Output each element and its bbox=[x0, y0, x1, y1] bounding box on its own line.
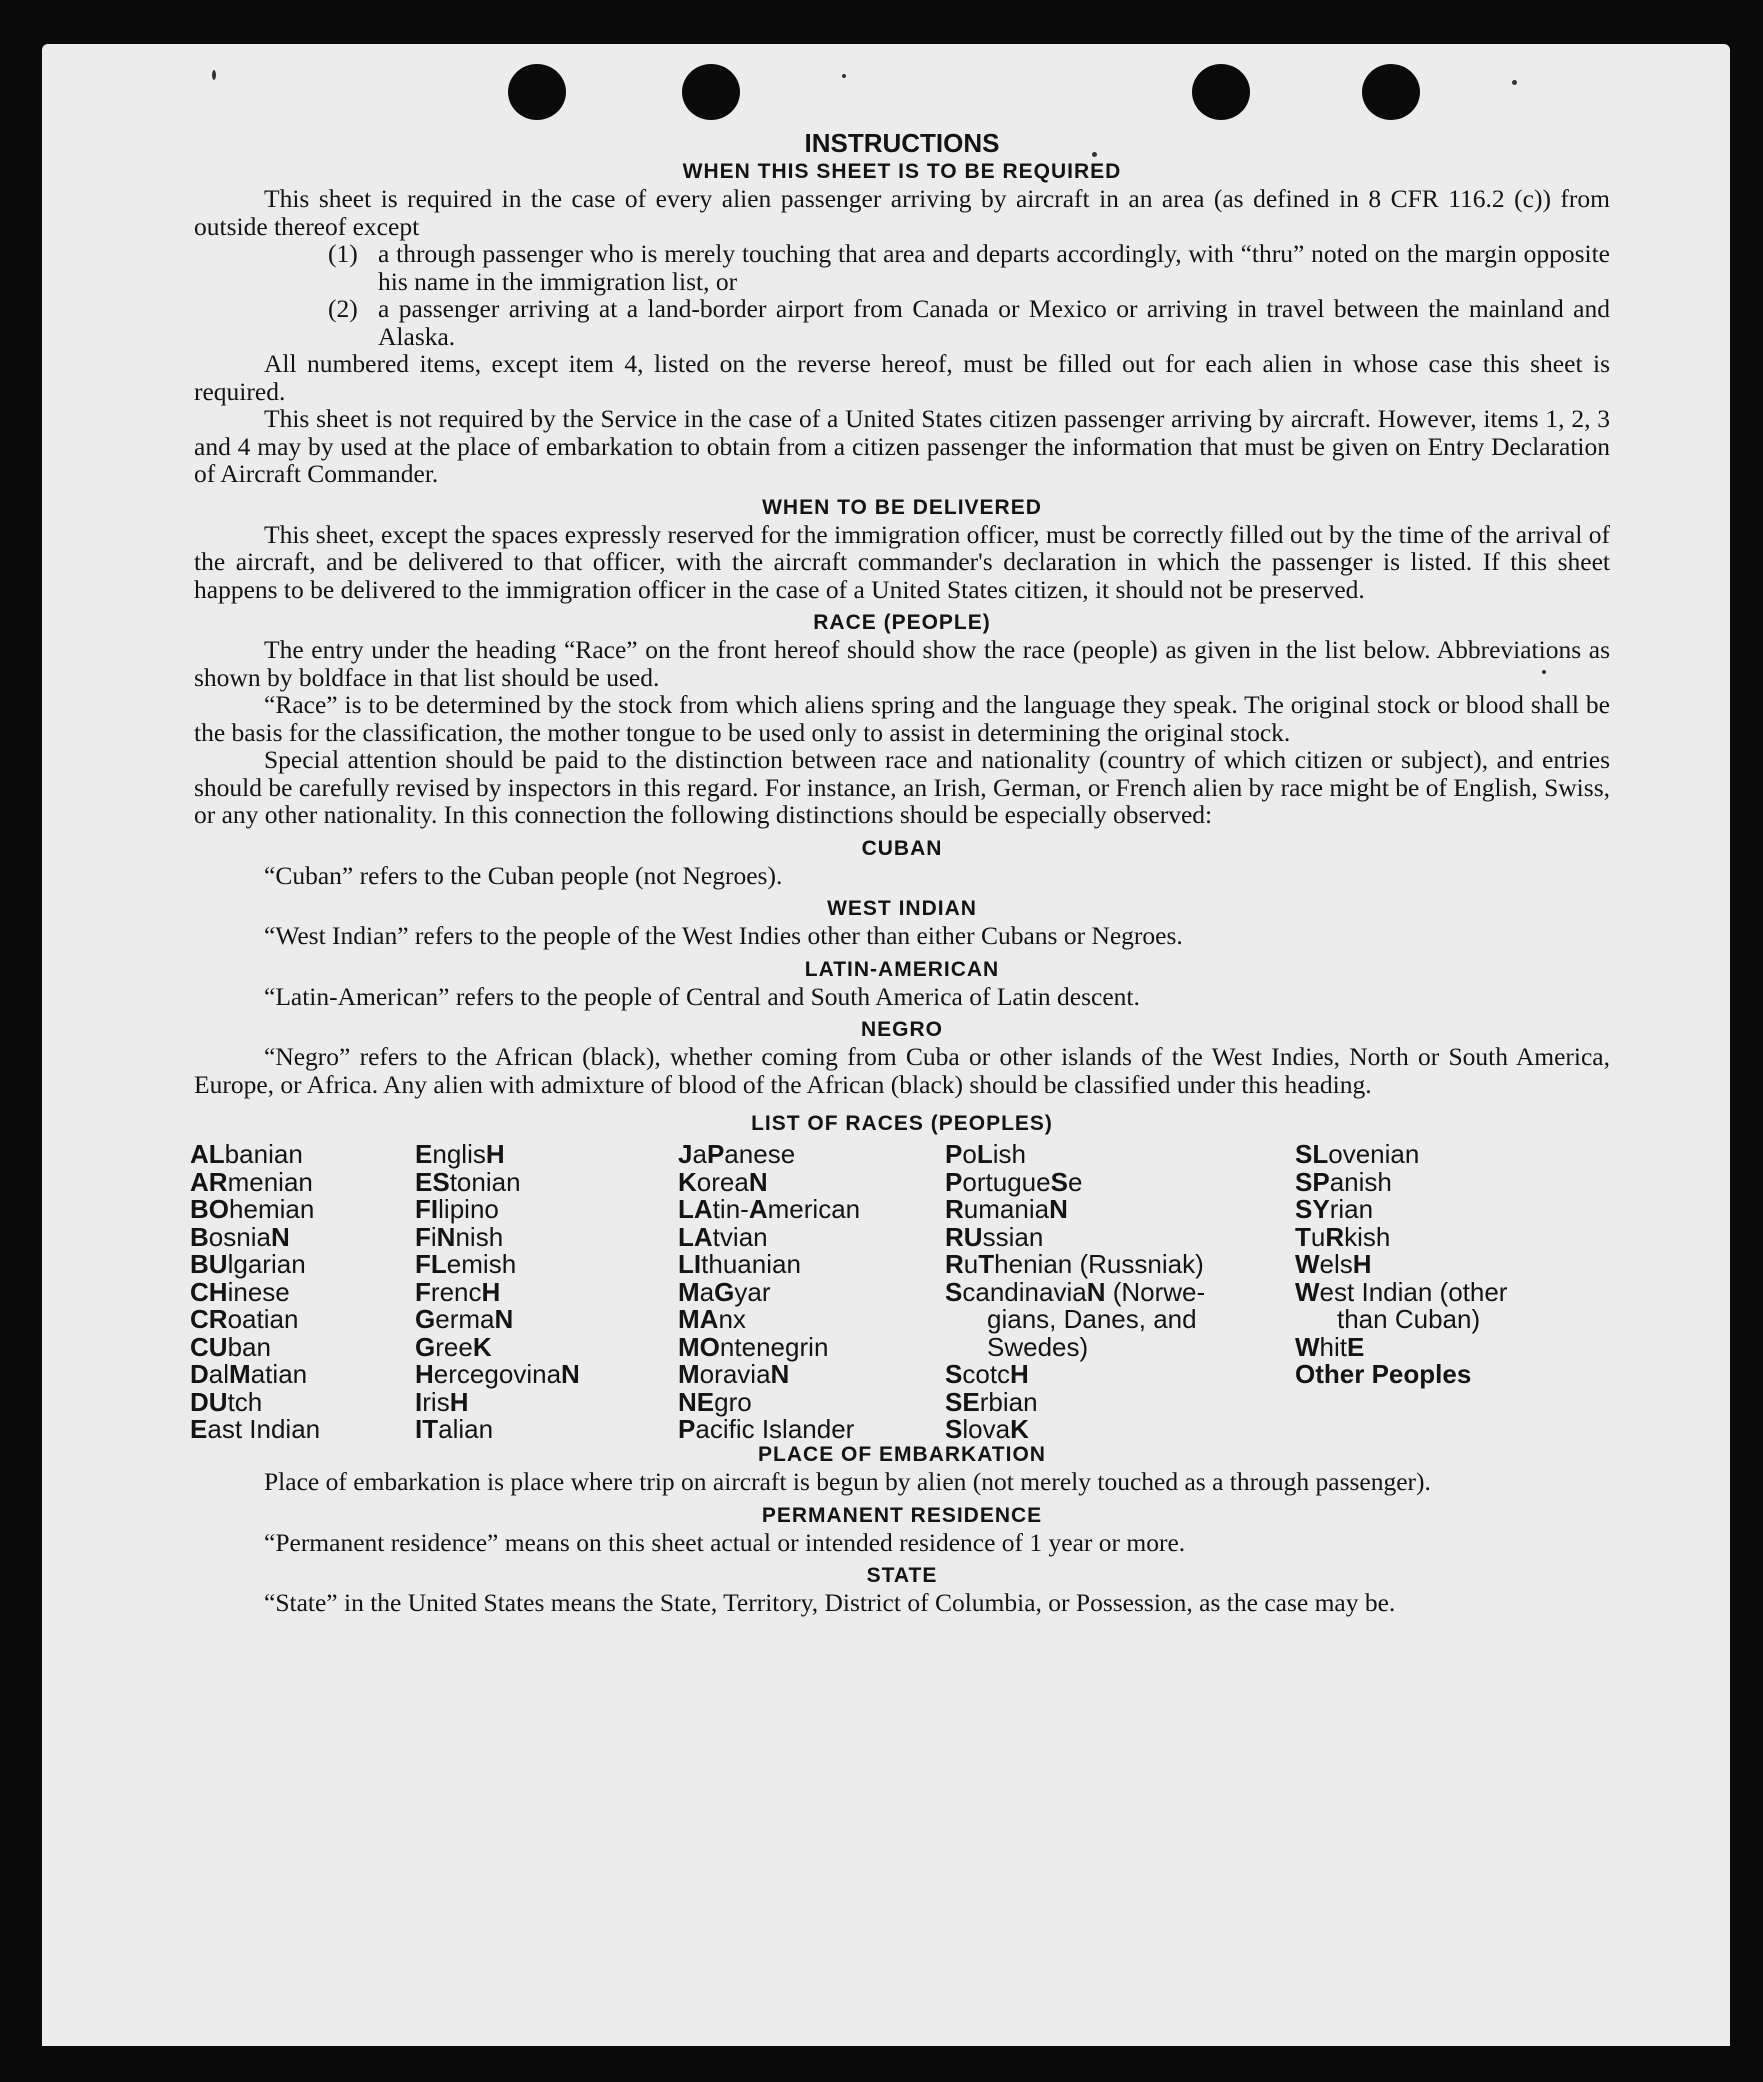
race-entry: KoreaN bbox=[678, 1166, 768, 1197]
race-entry: DUtch bbox=[190, 1386, 263, 1417]
punch-hole bbox=[1192, 64, 1250, 120]
race-entry: ScotcH bbox=[945, 1359, 1029, 1389]
race-entry: ScandinaviaN (Norwe- bbox=[945, 1276, 1206, 1307]
race-entry: IrisH bbox=[415, 1386, 469, 1417]
race-entry: DalMatian bbox=[190, 1359, 308, 1389]
race-entry: CRoatian bbox=[190, 1304, 299, 1334]
paragraph-numbered-items: All numbered items, except item 4, listed on the reverse hereof, must be filled out for each alien in whose case this sheet is required. bbox=[194, 349, 1610, 406]
section-heading-when-required: WHEN THIS SHEET IS TO BE REQUIRED bbox=[682, 160, 1122, 183]
race-entry: HercegovinaN bbox=[415, 1359, 580, 1389]
exception-text: a through passenger who is merely touching that area and departs accordingly, with “thru” noted on the margin opposite his name in the immigration list, or bbox=[378, 239, 1610, 296]
race-entry: West Indian (other bbox=[1295, 1276, 1508, 1307]
race-entry: than Cuban) bbox=[1337, 1304, 1481, 1334]
section-heading-negro: NEGRO bbox=[860, 1018, 943, 1041]
punch-hole bbox=[682, 64, 740, 120]
race-entry: FiNnish bbox=[415, 1221, 504, 1252]
races-column bbox=[1295, 1141, 1507, 1389]
race-entry: BosniaN bbox=[190, 1221, 290, 1252]
race-entry: EnglisH bbox=[415, 1139, 505, 1169]
paragraph-required-intro: This sheet is required in the case of every alien passenger arriving by aircraft in an area (as defined in 8 CFR 116.2 (c)) from outside thereof except bbox=[194, 184, 1610, 241]
race-entry: CHinese bbox=[190, 1276, 290, 1307]
paragraph-cuban: “Cuban” refers to the Cuban people (not Negroes). bbox=[264, 860, 783, 890]
race-entry: Other Peoples bbox=[1295, 1359, 1472, 1389]
race-entry: BUlgarian bbox=[190, 1249, 306, 1279]
race-entry: SlovaK bbox=[945, 1414, 1029, 1444]
race-entry: LIthuanian bbox=[678, 1249, 801, 1279]
ink-speck bbox=[212, 70, 216, 80]
races-list bbox=[190, 1139, 1610, 1444]
race-entry: East Indian bbox=[190, 1414, 321, 1444]
race-entry: GermaN bbox=[415, 1304, 514, 1334]
races-column bbox=[415, 1141, 580, 1444]
races-column bbox=[678, 1141, 860, 1444]
race-entry: RUssian bbox=[945, 1221, 1044, 1252]
race-entry: EStonian bbox=[415, 1166, 521, 1197]
race-entry: SErbian bbox=[945, 1386, 1038, 1417]
race-entry: ALbanian bbox=[190, 1139, 303, 1169]
paragraph-negro: “Negro” refers to the African (black), whether coming from Cuba or other islands of the West Indies, North or South America, Europe, or Africa. Any alien with admixture of blood of the African (black) should be classified under this heading. bbox=[194, 1042, 1610, 1099]
section-heading-when-delivered: WHEN TO BE DELIVERED bbox=[762, 495, 1042, 519]
paragraph-race-nationality: Special attention should be paid to the distinction between race and nationality (country of which citizen or subject), and entries should be carefully revised by inspectors in this regard. For instance, an Irish, German, or French alien by race might be of English, Swiss, or any other nationality. In this connection the following distinctions should be especially observed: bbox=[194, 745, 1610, 829]
race-entry: PoLish bbox=[945, 1139, 1026, 1169]
paragraph-state: “State” in the United States means the State, Territory, District of Columbia, or Possession, as the case may be. bbox=[264, 1588, 1396, 1617]
race-entry: BOhemian bbox=[190, 1194, 315, 1224]
paragraph-latin-american: “Latin-American” refers to the people of Central and South America of Latin descent. bbox=[264, 981, 1140, 1011]
paragraph-race-definition: “Race” is to be determined by the stock from which aliens spring and the language they speak. The original stock or blood shall be the basis for the classification, the mother tongue to be used only to assist in determining the original stock. bbox=[194, 690, 1610, 747]
race-entry: MAnx bbox=[678, 1304, 746, 1334]
section-heading-cuban: CUBAN bbox=[861, 836, 943, 860]
section-heading-race: RACE (PEOPLE) bbox=[813, 611, 991, 634]
race-entry: MoraviaN bbox=[678, 1359, 790, 1389]
race-entry: Swedes) bbox=[987, 1331, 1089, 1362]
section-heading-latin-american: LATIN-AMERICAN bbox=[804, 957, 1000, 981]
section-heading-residence: PERMANENT RESIDENCE bbox=[761, 1503, 1043, 1527]
exception-number: (1) bbox=[328, 239, 358, 268]
race-entry: MaGyar bbox=[678, 1276, 771, 1307]
races-column bbox=[190, 1141, 320, 1444]
paragraph-delivery: This sheet, except the spaces expressly reserved for the immigration officer, must be correctly filled out by the time of the arrival of the aircraft, and be delivered to that officer, with the aircraft commander's declaration in which the passenger is listed. If this sheet happens to be delivered to the immigration officer in the case of a United States citizen, it should not be preserved. bbox=[194, 519, 1610, 604]
race-entry: FLemish bbox=[415, 1249, 517, 1279]
race-entry: WhitE bbox=[1295, 1331, 1365, 1362]
punch-hole bbox=[1362, 64, 1420, 120]
paragraph-race-entry: The entry under the heading “Race” on the front hereof should show the race (people) as given in the list below. Abbreviations as shown by boldface in that list should be used. bbox=[194, 635, 1610, 692]
race-entry: CUban bbox=[190, 1331, 271, 1362]
race-entry: WelsH bbox=[1295, 1249, 1372, 1279]
exception-item bbox=[194, 240, 1610, 295]
exception-text: a passenger arriving at a land-border airport from Canada or Mexico or arriving in travel between the mainland and Alaska. bbox=[378, 294, 1610, 351]
race-entry: JaPanese bbox=[678, 1139, 796, 1169]
section-heading-list-of-races: LIST OF RACES (PEOPLES) bbox=[751, 1112, 1053, 1135]
race-entry: MOntenegrin bbox=[678, 1331, 829, 1362]
race-entry: Pacific Islander bbox=[678, 1414, 855, 1444]
paragraph-west-indian: “West Indian” refers to the people of the West Indies other than either Cubans or Negroes. bbox=[264, 921, 1183, 950]
race-entry: SLovenian bbox=[1295, 1139, 1420, 1169]
exception-item bbox=[194, 295, 1610, 350]
ink-speck bbox=[1512, 80, 1517, 85]
paragraph-embarkation: Place of embarkation is place where trip on aircraft is begun by alien (not merely touched as a through passenger). bbox=[264, 1467, 1431, 1496]
page-title: INSTRUCTIONS bbox=[804, 128, 1000, 158]
paragraph-citizen: This sheet is not required by the Service in the case of a United States citizen passenger arriving by aircraft. However, items 1, 2, 3 and 4 may by used at the place of embarkation to obtain from a citizen passenger the information that must be given on Entry Declaration of Aircraft Commander. bbox=[194, 404, 1610, 488]
punch-hole bbox=[508, 64, 566, 120]
race-entry: LAtin-American bbox=[678, 1194, 861, 1224]
race-entry: LAtvian bbox=[678, 1221, 768, 1252]
race-entry: FrencH bbox=[415, 1276, 501, 1307]
race-entry: SPanish bbox=[1295, 1166, 1392, 1197]
race-entry: RumaniaN bbox=[945, 1194, 1068, 1224]
section-heading-state: STATE bbox=[866, 1564, 938, 1587]
race-entry: ITalian bbox=[415, 1414, 494, 1444]
race-entry: NEgro bbox=[678, 1386, 752, 1417]
ink-speck bbox=[842, 74, 846, 78]
race-entry: GreeK bbox=[415, 1331, 492, 1362]
race-entry: gians, Danes, and bbox=[987, 1304, 1197, 1334]
races-column bbox=[945, 1141, 1205, 1444]
race-entry: RuThenian (Russniak) bbox=[945, 1249, 1204, 1279]
section-heading-embarkation: PLACE OF EMBARKATION bbox=[758, 1443, 1046, 1466]
race-entry: FIlipino bbox=[415, 1194, 499, 1224]
paragraph-residence: “Permanent residence” means on this sheet actual or intended residence of 1 year or more. bbox=[264, 1527, 1186, 1557]
race-entry: TuRkish bbox=[1295, 1221, 1391, 1252]
section-heading-west-indian: WEST INDIAN bbox=[827, 897, 977, 920]
race-entry: SYrian bbox=[1295, 1194, 1374, 1224]
race-entry: ARmenian bbox=[190, 1166, 313, 1197]
exception-number: (2) bbox=[328, 294, 358, 323]
race-entry: PortugueSe bbox=[945, 1166, 1083, 1197]
document-page bbox=[42, 44, 1730, 2046]
instructions-body bbox=[190, 128, 1610, 1617]
